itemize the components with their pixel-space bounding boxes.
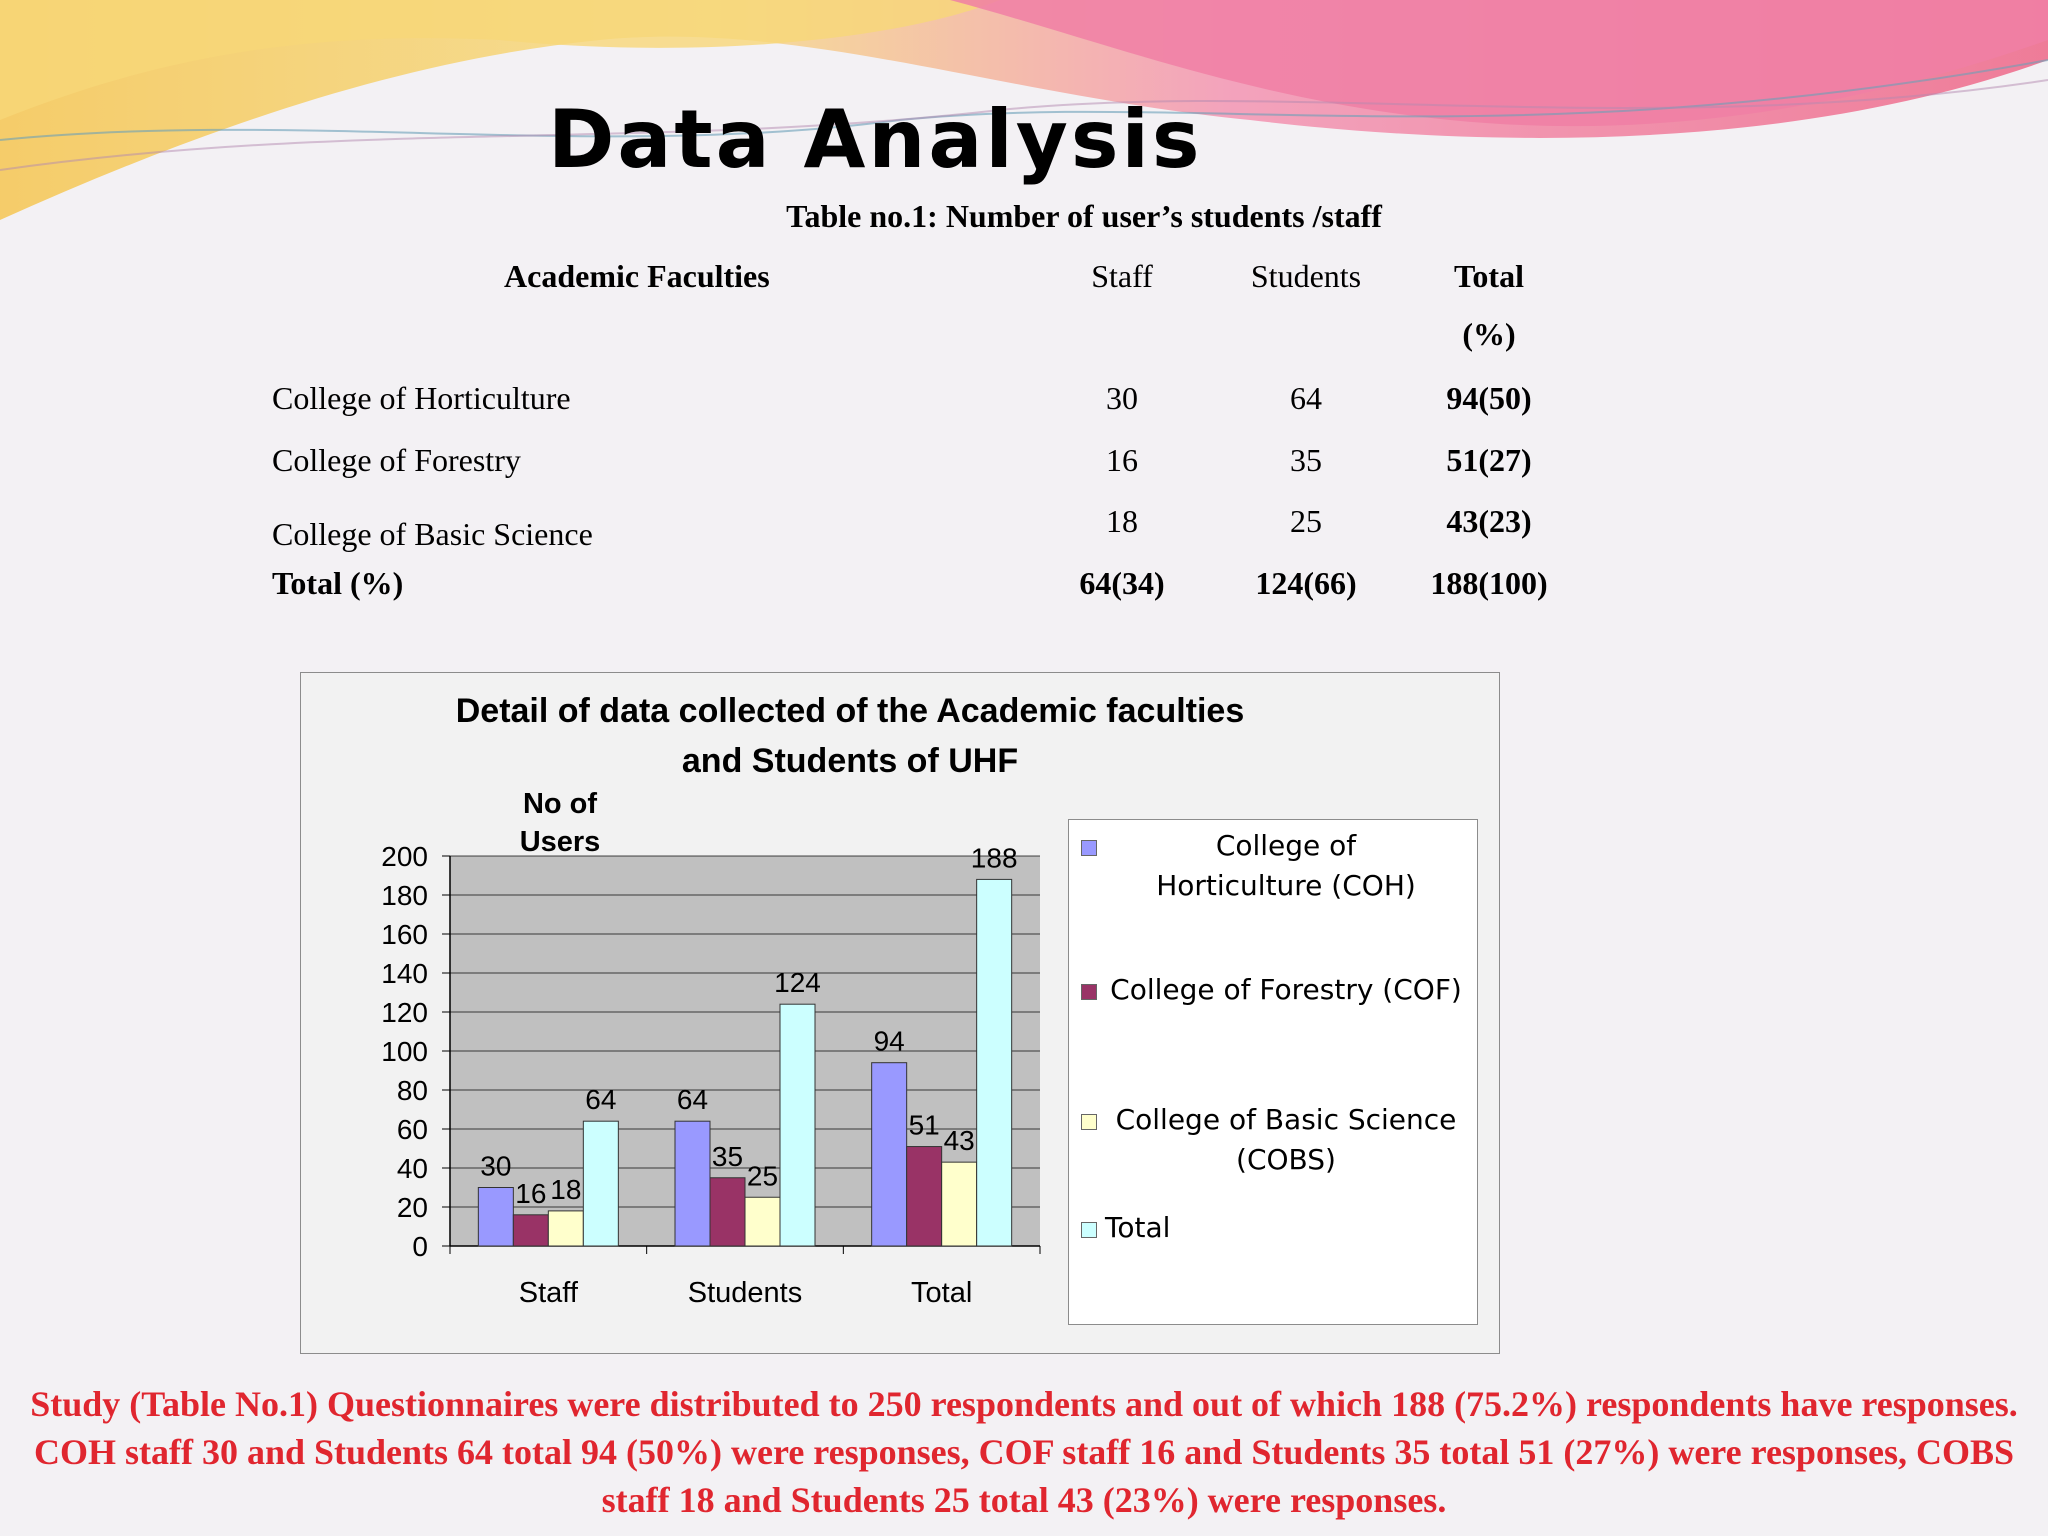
total-row-total: 188(100) — [1430, 565, 1548, 601]
total-row-staff: 64(34) — [1079, 565, 1165, 601]
legend-label-cobs-line-2: (COBS) — [1236, 1143, 1336, 1176]
footer-summary: Study (Table No.1) Questionnaires were distributed to 250 respondents and out of which 188 (75.2%) respondents have responses. COH staff 30 and Students 64 total 94 (50%) were responses, COF staff 16 and Students 35 total 51 (27%) were responses, COBS staff 18 and Students 25 total 43 (23%) were responses. — [30, 1384, 2018, 1520]
legend-item-coh — [1081, 826, 1467, 906]
bar — [478, 1188, 513, 1247]
data-label: 43 — [943, 1125, 975, 1157]
page-title: Data Analysis — [548, 93, 1203, 186]
y-tick-label: 40 — [396, 1153, 428, 1184]
y-tick-label: 100 — [381, 1036, 428, 1067]
x-tick-label: Staff — [518, 1277, 578, 1309]
y-tick-label: 20 — [396, 1192, 428, 1223]
chart-title — [300, 686, 1400, 786]
data-label: 35 — [711, 1140, 744, 1172]
total-row-students: 124(66) — [1255, 565, 1357, 601]
x-tick-label: Total — [911, 1277, 973, 1309]
header-staff: Staff — [1091, 258, 1153, 294]
total-row-label: Total (%) — [272, 565, 404, 601]
row-staff-cobs: 18 — [1106, 503, 1138, 539]
y-tick-label: 160 — [381, 919, 428, 950]
legend-label-cof: College of Forestry (COF) — [1110, 973, 1462, 1006]
data-label: 30 — [480, 1150, 512, 1182]
data-label: 16 — [515, 1177, 547, 1209]
legend-swatch-cobs — [1081, 1114, 1097, 1130]
y-tick-label: 200 — [381, 841, 428, 872]
y-tick-label: 80 — [396, 1075, 428, 1106]
bar — [583, 1121, 618, 1246]
y-tick-label: 60 — [396, 1114, 428, 1145]
row-students-cof: 35 — [1290, 442, 1322, 478]
legend-swatch-cof — [1081, 984, 1097, 1000]
legend-item-cobs — [1081, 1100, 1467, 1180]
legend-swatch-coh — [1081, 840, 1097, 856]
row-faculty-cobs: College of Basic Science — [272, 516, 593, 552]
bar — [745, 1197, 780, 1246]
legend-label-coh-line-2: Horticulture (COH) — [1156, 869, 1416, 902]
header-total: Total — [1454, 258, 1524, 294]
data-label: 94 — [873, 1025, 905, 1057]
bar — [977, 879, 1012, 1246]
row-faculty-cof: College of Forestry — [272, 442, 521, 478]
x-tick-label: Students — [687, 1277, 803, 1309]
y-axis-label-line-1: No of — [522, 788, 598, 820]
row-total-coh: 94(50) — [1446, 380, 1532, 416]
bar — [872, 1063, 907, 1246]
bar — [675, 1121, 710, 1246]
header-students: Students — [1250, 258, 1362, 294]
chart-title-line-1: Detail of data collected of the Academic faculties — [455, 692, 1245, 730]
y-tick-label: 180 — [381, 880, 428, 911]
row-staff-cof: 16 — [1106, 442, 1138, 478]
legend-item-total — [1081, 1208, 1467, 1248]
row-faculty-coh: College of Horticulture — [272, 380, 571, 416]
chart-legend — [1068, 819, 1478, 1325]
table-caption: Table no.1: Number of user’s students /staff — [786, 198, 1382, 234]
bar — [942, 1162, 977, 1246]
row-students-coh: 64 — [1290, 380, 1322, 416]
legend-item-cof — [1081, 970, 1467, 1010]
data-label: 51 — [908, 1109, 940, 1141]
legend-label-total: Total — [1105, 1211, 1171, 1244]
row-total-cobs: 43(23) — [1446, 503, 1532, 539]
data-label: 18 — [550, 1173, 582, 1205]
row-students-cobs: 25 — [1290, 503, 1322, 539]
bar — [780, 1004, 815, 1246]
legend-label-coh-line-1: College of — [1215, 829, 1357, 862]
legend-swatch-total — [1081, 1222, 1097, 1238]
y-tick-label: 140 — [381, 958, 428, 989]
bar — [513, 1215, 548, 1246]
header-total-unit: (%) — [1462, 316, 1516, 352]
data-label: 25 — [746, 1160, 779, 1192]
header-faculty: Academic Faculties — [504, 258, 770, 294]
data-label: 124 — [774, 967, 821, 999]
legend-label-cobs-line-1: College of Basic Science — [1115, 1103, 1457, 1136]
y-axis-label — [500, 785, 620, 861]
chart-title-line-2: and Students of UHF — [681, 742, 1019, 780]
y-tick-label: 120 — [381, 997, 428, 1028]
bar — [907, 1147, 942, 1246]
y-axis-label-line-2: Users — [519, 826, 601, 858]
y-tick-label: 0 — [412, 1231, 428, 1262]
bar — [548, 1211, 583, 1246]
row-total-cof: 51(27) — [1446, 442, 1532, 478]
row-staff-coh: 30 — [1106, 380, 1138, 416]
data-label: 188 — [970, 842, 1018, 874]
data-label: 64 — [676, 1084, 709, 1116]
data-label: 64 — [585, 1084, 617, 1116]
bar — [710, 1178, 745, 1246]
